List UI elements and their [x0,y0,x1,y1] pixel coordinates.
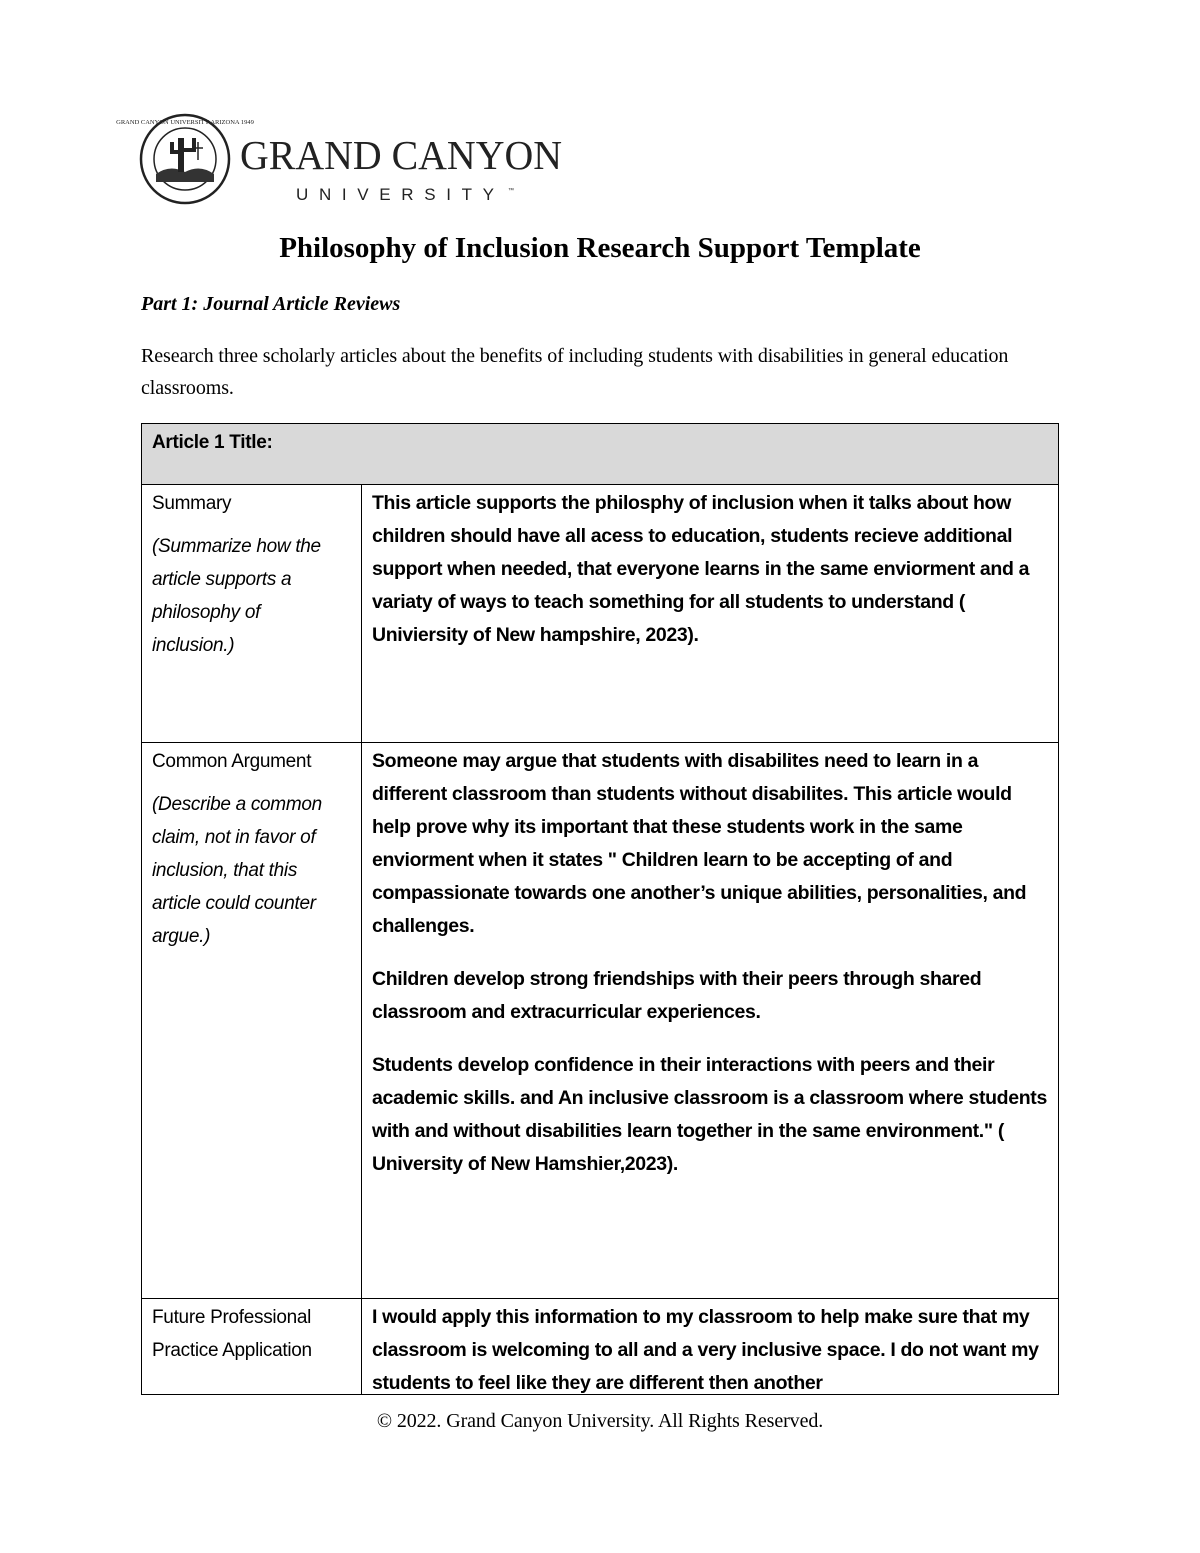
table-title-row [142,424,1059,485]
row-content-cell [362,743,1059,1299]
part-heading: Part 1: Journal Article Reviews [141,293,401,315]
content-paragraph: Children develop strong friendships with their peers through shared classroom and extracurricular experiences. [372,968,982,1023]
content-paragraph: Someone may argue that students with disabilites need to learn in a different classroom than students without disabilites. This article would help prove why its important that these students work in the same enviorment when it states " Children learn to be accepting of and compassionate towards one another’s unique abilities, personalities, and challenges. [372,750,1027,937]
logo-wordmark: GRAND CANYON [240,132,562,178]
svg-text:™: ™ [508,188,514,194]
row-label-cell [142,743,362,1299]
document-title: Philosophy of Inclusion Research Support Template [279,232,921,264]
row-label: Summary [152,493,232,514]
content-paragraph: I would apply this information to my classroom to help make sure that my classroom is welcoming to all and a very inclusive space. I do not want my students to feel like they are different then another [372,1306,1039,1394]
content-paragraph: This article supports the philosphy of inclusion when it talks about how children should have all acess to education, students recieve additional support when needed, that everyone learns in the same enviorment and a variaty of ways to teach something for all students to understand ( Univiersity of New hampshire, 2023). [372,492,1030,646]
university-seal [116,115,254,203]
table-row [142,485,1059,743]
row-hint: (Summarize how the article supports a philosophy of inclusion.) [152,536,321,656]
article-review-table [141,423,1059,1395]
article-title-cell: Article 1 Title: [142,424,1059,485]
intro-paragraph: Research three scholarly articles about the benefits of including students with disabilities in general education classrooms. [141,345,1009,399]
content-paragraph: Students develop confidence in their interactions with peers and their academic skills. and An inclusive classroom is a classroom where students with and without disabilities learn together in the same environment." ( University of New Hamshier,2023). [372,1054,1047,1175]
university-logo [116,112,580,212]
row-content-cell [362,485,1059,743]
row-hint: (Describe a common claim, not in favor of inclusion, that this article could counter argue.) [152,794,322,947]
row-content-cell [362,1299,1059,1395]
table-row [142,1299,1059,1395]
row-label: Future Professional Practice Application [152,1307,312,1361]
copyright-footer: © 2022. Grand Canyon University. All Rights Reserved. [376,1410,824,1432]
row-label-cell [142,485,362,743]
row-label-cell [142,1299,362,1395]
table-row [142,743,1059,1299]
row-label: Common Argument [152,751,312,772]
logo-subtext: UNIVERSITY [296,185,506,204]
seal-text: GRAND CANYON UNIVERSITY ARIZONA 1949 [116,119,254,126]
